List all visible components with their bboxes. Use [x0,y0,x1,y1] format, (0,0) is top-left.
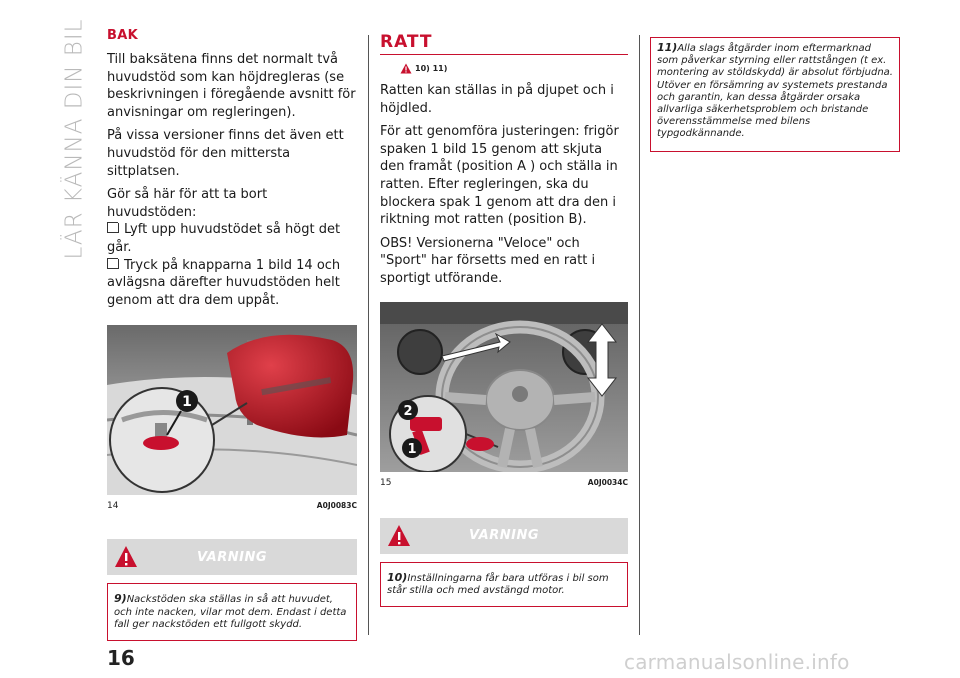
warning-bar: VARNING [107,539,357,575]
bullet-item: Lyft upp huvudstödet så högt det går. [107,222,341,255]
bullet-icon [107,222,119,233]
callout-2: 2 [403,403,413,419]
section-heading-bak: BAK [107,28,138,43]
paragraph: Gör så här för att ta bort huvudstöden: [107,187,268,220]
column-divider [368,35,369,635]
warning-bar: VARNING [380,518,628,554]
note-box: 11)Alla slags åtgärder inom eftermarknad som påverkar styrning eller rattstången (t ex. montering av stöldskydd) är absolut förbjudna. Utöver en försämring av systemets prestanda och garantin, kan dessa åtgärder orsaka allvarliga säkerhetsproblem och bristande överensstämmelse med bilens typgodkännande. [650,37,900,152]
callout-1: 1 [182,394,192,411]
bullet-icon [107,258,119,269]
paragraph: Ratten kan ställas in på djupet och i höjdled. [380,83,614,116]
steering-wheel-illustration [380,302,628,472]
figure-14 [107,325,357,511]
paragraph: Till baksätena finns det normalt två huvudstöd som kan höjdregleras (se beskrivningen i föregående avsnitt för anvisningar om regleringen). [107,52,356,120]
warning-text-box: 9)Nackstöden ska ställas in så att huvudet, och inte nacken, vilar mot dem. Endast i detta fall ger nackstöden ett fullgott skydd. [107,583,357,641]
section-heading-ratt: RATT [380,32,628,55]
watermark: carmanualsonline.info [624,650,850,674]
warning-triangle-icon [114,545,138,568]
paragraph: För att genomföra justeringen: frigör spaken 1 bild 15 genom att skjuta den framåt (position A ) och ställa in ratten. Efter regleringen, ska du blockera spak 1 genom att dra den i riktning mot ratten (position B). [380,124,619,228]
column-notes [650,37,900,152]
figure-caption: 14 A0J0083C [107,501,357,512]
warning-references: 10) 11) [400,63,628,74]
column-rear-headrests [107,28,357,641]
callout-1: 1 [407,441,417,457]
column-divider [639,35,640,635]
warning-triangle-icon [387,524,411,547]
column-steering-wheel [380,28,628,607]
side-section-title: LÄR KÄNNA DIN BIL [61,18,87,260]
paragraph: På vissa versioner finns det även ett huvudstöd för den mittersta sittplatsen. [107,128,344,179]
bullet-item: Tryck på knapparna 1 bild 14 och avlägsna därefter huvudstöden helt genom att dra dem uppåt. [107,257,341,308]
figure-caption: 15 A0J0034C [380,477,628,488]
warning-block [107,539,357,641]
paragraph: OBS! Versionerna "Veloce" och "Sport" har försetts med en ratt i sportigt utförande. [380,235,596,286]
warning-triangle-icon [400,63,412,74]
warning-block [380,518,628,607]
page-number: 16 [107,646,135,670]
warning-text-box: 10)Inställningarna får bara utföras i bil som står stilla och med avstängd motor. [380,562,628,607]
headrest-illustration [107,325,357,495]
figure-15 [380,302,628,488]
